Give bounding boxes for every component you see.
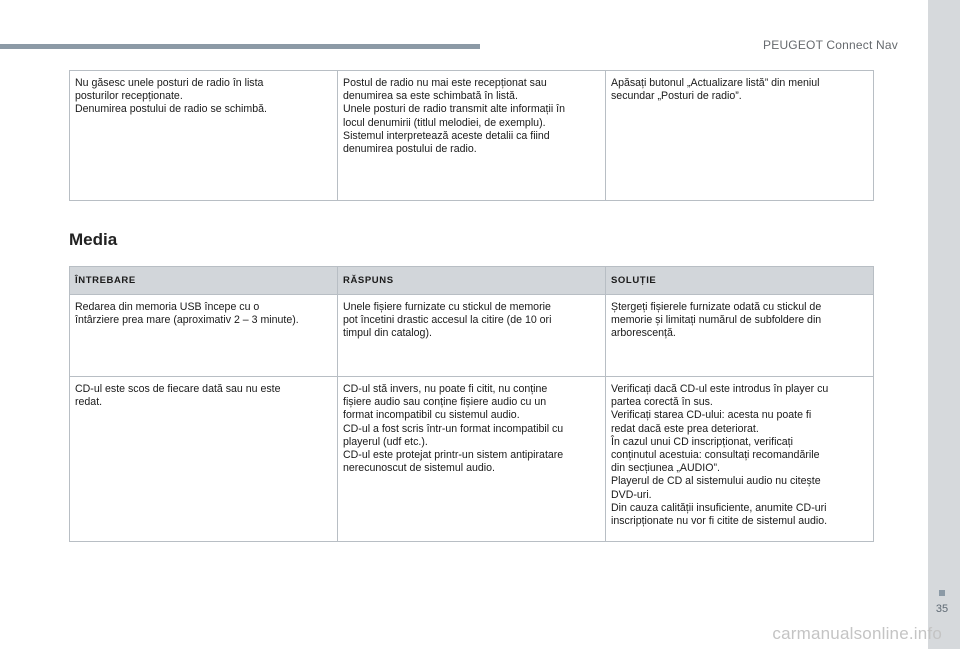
column-header-question: ÎNTREBARE <box>70 267 338 295</box>
section-title: Media <box>69 230 118 249</box>
answer-cell: Unele fișiere furnizate cu stickul de memorie pot încetini drastic accesul la citire (de 10 ori timpul din catalog). <box>338 295 606 377</box>
header-accent-bar <box>0 44 480 49</box>
question-cell: Nu găsesc unele posturi de radio în lista posturilor recepționate. Denumirea postului de radio se schimbă. <box>70 71 338 201</box>
table-row <box>70 295 874 377</box>
radio-troubleshooting-table <box>69 70 874 201</box>
question-cell: Redarea din memoria USB începe cu o întârziere prea mare (aproximativ 2 – 3 minute). <box>70 295 338 377</box>
table-row <box>70 71 874 201</box>
table-header-row <box>70 267 874 295</box>
watermark: carmanualsonline.info <box>772 624 942 643</box>
media-troubleshooting-table <box>69 266 874 542</box>
solution-cell: Ștergeți fișierele furnizate odată cu stickul de memorie și limitați numărul de subfoldere din arborescență. <box>606 295 874 377</box>
answer-cell: Postul de radio nu mai este recepționat sau denumirea sa este schimbată în listă. Unele posturi de radio transmit alte informații în locul denumirii (titlul melodiei, de exemplu). Sistemul interpretează aceste detalii ca fiind denumirea postului de radio. <box>338 71 606 201</box>
solution-cell: Verificați dacă CD-ul este introdus în player cu partea corectă în sus. Verificați starea CD-ului: acesta nu poate fi redat dacă este prea deteriorat. În cazul unui CD inscripționat, verificați conținutul acestuia: consultați recomandările din secțiunea „AUDIO”. Playerul de CD al sistemului audio nu citește DVD-uri. Din cauza calității insuficiente, anumite CD-uri inscripționate nu vor fi citite de sistemul audio. <box>606 377 874 542</box>
solution-cell: Apăsați butonul „Actualizare listă” din meniul secundar „Posturi de radio”. <box>606 71 874 201</box>
page-number: 35 <box>935 603 949 615</box>
page-side-strip <box>928 0 960 649</box>
column-header-solution: SOLUȚIE <box>606 267 874 295</box>
table-row <box>70 377 874 542</box>
header-title: PEUGEOT Connect Nav <box>763 38 898 52</box>
question-cell: CD-ul este scos de fiecare dată sau nu este redat. <box>70 377 338 542</box>
page-marker-icon <box>939 590 945 596</box>
answer-cell: CD-ul stă invers, nu poate fi citit, nu conține fișiere audio sau conține fișiere audio cu un format incompatibil cu sistemul audio. CD-ul a fost scris într-un format incompatibil cu playerul (udf etc.). CD-ul este protejat printr-un sistem antipiratare nerecunoscut de sistemul audio. <box>338 377 606 542</box>
column-header-answer: RĂSPUNS <box>338 267 606 295</box>
